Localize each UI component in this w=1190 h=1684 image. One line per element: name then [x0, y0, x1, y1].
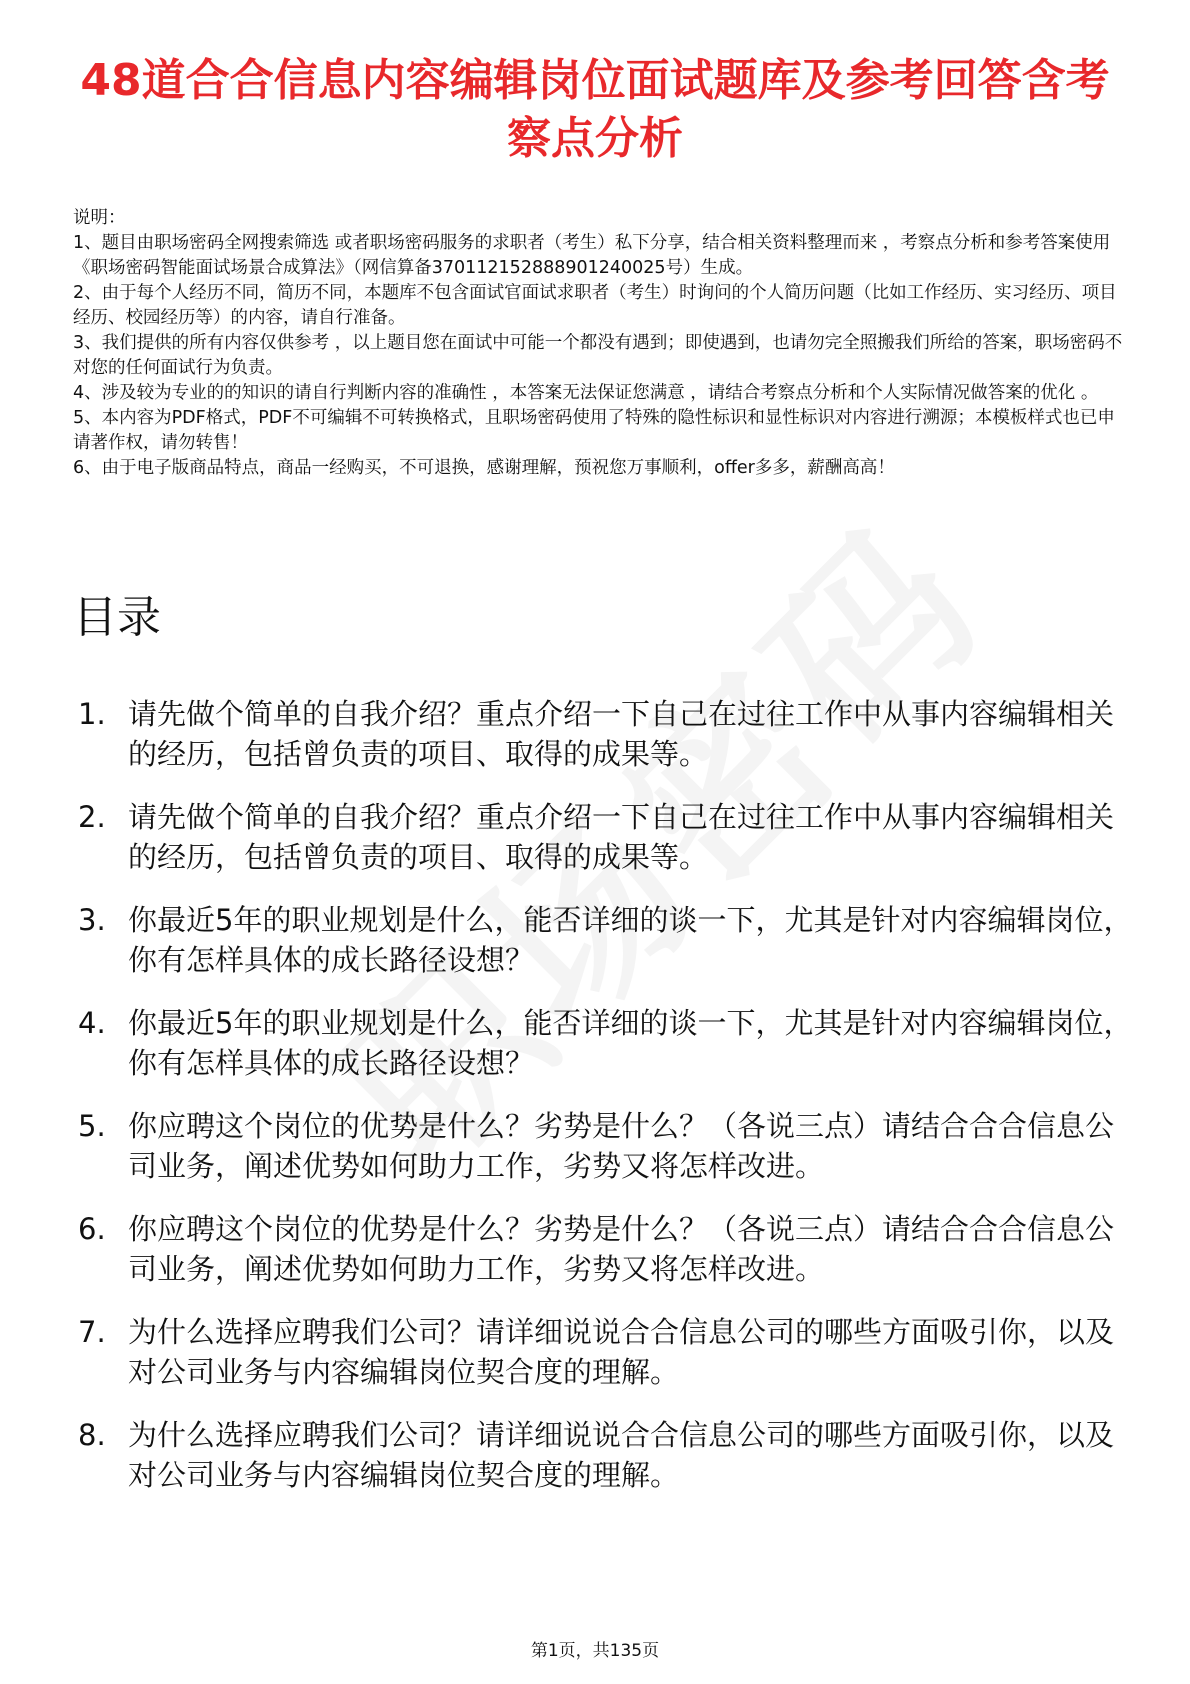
toc-item-number: 2. — [78, 800, 106, 834]
toc-item-number: 5. — [78, 1109, 106, 1143]
note-item: 5、本内容为PDF格式，PDF不可编辑不可转换格式，且职场密码使用了特殊的隐性标识和显性标识对内容进行溯源；本模板样式也已申请著作权，请勿转售！ — [73, 408, 1115, 453]
note-item: 6、由于电子版商品特点，商品一经购买，不可退换，感谢理解，预祝您万事顺利，offer多多，薪酬高高！ — [73, 458, 895, 478]
note-item: 4、涉及较为专业的的知识的请自行判断内容的准确性 ，本答案无法保证您满意 ，请结合考察点分析和个人实际情况做答案的优化 。 — [73, 383, 1099, 403]
note-item: 1、题目由职场密码全网搜索筛选 或者职场密码服务的求职者（考生）私下分享，结合相关资料整理而来 ，考察点分析和参考答案使用《职场密码智能面试场景合成算法》（网信算备370112152888901240025号）生成。 — [73, 233, 1111, 278]
notes-heading: 说明： — [73, 208, 126, 228]
toc-item[interactable] — [78, 900, 1138, 980]
notes-section — [73, 206, 1123, 481]
toc-title: 目录 — [73, 592, 161, 643]
toc-item-number: 8. — [78, 1418, 106, 1452]
toc-item[interactable] — [78, 1415, 1138, 1495]
toc-item[interactable] — [78, 797, 1138, 877]
note-item: 3、我们提供的所有内容仅供参考 ，以上题目您在面试中可能一个都没有遇到；即使遇到，也请勿完全照搬我们所给的答案，职场密码不对您的任何面试行为负责。 — [73, 333, 1123, 378]
note-item: 2、由于每个人经历不同，简历不同，本题库不包含面试官面试求职者（考生）时询问的个人简历问题（比如工作经历、实习经历、项目经历、校园经历等）的内容，请自行准备。 — [73, 283, 1117, 328]
toc-item[interactable] — [78, 1312, 1138, 1392]
toc-item[interactable] — [78, 1209, 1138, 1289]
toc-item-text: 你最近5年的职业规划是什么，能否详细的谈一下，尤其是针对内容编辑岗位，你有怎样具体的成长路径设想？ — [128, 903, 1133, 977]
toc-item[interactable] — [78, 1106, 1138, 1186]
toc-item-text: 你应聘这个岗位的优势是什么？劣势是什么？（各说三点）请结合合合信息公司业务，阐述优势如何助力工作，劣势又将怎样改进。 — [128, 1212, 1115, 1286]
page-title: 48道合合信息内容编辑岗位面试题库及参考回答含考察点分析 — [80, 55, 1110, 164]
page-footer: 第1页，共135页 — [530, 1641, 660, 1661]
toc-item-text: 请先做个简单的自我介绍？重点介绍一下自己在过往工作中从事内容编辑相关的经历，包括曾负责的项目、取得的成果等。 — [128, 800, 1115, 874]
toc-item-number: 3. — [78, 903, 106, 937]
toc-item-text: 请先做个简单的自我介绍？重点介绍一下自己在过往工作中从事内容编辑相关的经历，包括曾负责的项目、取得的成果等。 — [128, 697, 1115, 771]
toc-list — [78, 694, 1138, 1518]
toc-item-number: 4. — [78, 1006, 106, 1040]
toc-item-text: 你应聘这个岗位的优势是什么？劣势是什么？（各说三点）请结合合合信息公司业务，阐述优势如何助力工作，劣势又将怎样改进。 — [128, 1109, 1115, 1183]
toc-item-text: 你最近5年的职业规划是什么，能否详细的谈一下，尤其是针对内容编辑岗位，你有怎样具体的成长路径设想？ — [128, 1006, 1133, 1080]
toc-item-text: 为什么选择应聘我们公司？请详细说说合合信息公司的哪些方面吸引你，以及对公司业务与内容编辑岗位契合度的理解。 — [128, 1418, 1115, 1492]
toc-item-number: 1. — [78, 697, 106, 731]
toc-item[interactable] — [78, 694, 1138, 774]
toc-item-number: 7. — [78, 1315, 106, 1349]
toc-item-number: 6. — [78, 1212, 106, 1246]
toc-item-text: 为什么选择应聘我们公司？请详细说说合合信息公司的哪些方面吸引你，以及对公司业务与内容编辑岗位契合度的理解。 — [128, 1315, 1115, 1389]
toc-item[interactable] — [78, 1003, 1138, 1083]
